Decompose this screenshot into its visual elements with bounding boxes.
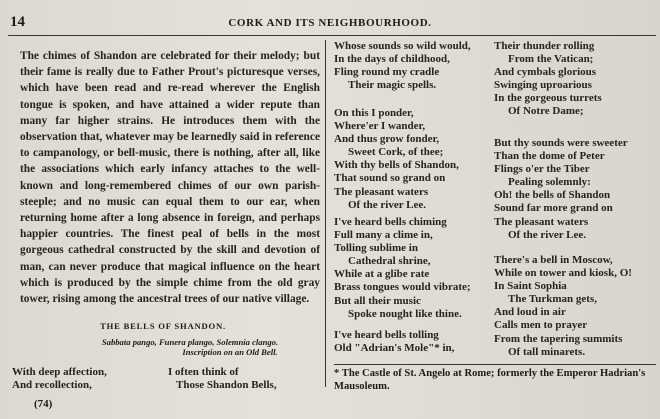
verse-line: Their thunder rolling (494, 40, 595, 52)
verse-line: And loud in air (494, 306, 566, 319)
verse-line: Full many a clime in, (334, 229, 433, 242)
verse-line: Oh! the bells of Shandon (494, 189, 611, 202)
verse-line: Of tall minarets. (508, 345, 586, 358)
stanza (494, 254, 656, 359)
stanza (334, 40, 489, 92)
verse-line: From the tapering summits (494, 332, 623, 345)
verse-line: Swinging uproarious (494, 79, 592, 92)
poem-title: THE BELLS OF SHANDON. (100, 321, 226, 331)
verse-line: That sound so grand on (334, 172, 446, 185)
epigraph-source: Inscription on an Old Bell. (182, 347, 278, 357)
footnote-rule (334, 364, 656, 365)
verse-line: Whose sounds so wild would, (334, 40, 471, 52)
verse-line: Cathedral shrine, (348, 255, 431, 268)
verse-line: Their magic spells. (348, 79, 437, 92)
verse-line: While at a glibe rate (334, 268, 430, 281)
verse-line: The pleasant waters (494, 215, 589, 228)
verse-line: The pleasant waters (334, 185, 429, 198)
verse-line: The Turkman gets, (508, 293, 597, 306)
verse-line: Than the dome of Peter (494, 150, 605, 163)
verse-line: Where'er I wander, (334, 120, 426, 133)
stanza (334, 107, 489, 212)
verse-line: Pealing solemnly: (508, 176, 591, 189)
verse-line: Brass tongues would vibrate; (334, 281, 471, 294)
page-number: 14 (10, 14, 25, 30)
poem-opening-right (168, 366, 318, 392)
verse-line: Of the river Lee. (508, 228, 586, 241)
verse-line: With deep affection, (12, 366, 107, 378)
verse-line: On this I ponder, (334, 107, 414, 119)
poem-epigraph (60, 337, 320, 357)
verse-line: But all their music (334, 294, 421, 307)
verse-line: Tolling sublime in (334, 242, 418, 255)
column-divider (325, 40, 326, 387)
verse-line: And cymbals glorious (494, 66, 597, 79)
header-rule (8, 35, 656, 36)
verse-line: In the days of childhood, (334, 53, 450, 66)
verse-line: Sweet Cork, of thee; (348, 146, 444, 159)
verse-line: From the Vatican; (508, 53, 594, 66)
running-title: CORK AND ITS NEIGHBOURHOOD. (228, 17, 432, 29)
stanza (494, 137, 656, 242)
verse-line: Old "Adrian's Mole"* in, (334, 342, 455, 355)
verse-line: Sound far more grand on (494, 202, 613, 215)
verse-line: In the gorgeous turrets (494, 92, 602, 105)
verse-line: In Saint Sophia (494, 280, 567, 293)
verse-line: And recollection, (12, 379, 92, 392)
stanza (334, 216, 489, 321)
poem-opening-left (12, 366, 162, 392)
stanza (334, 329, 489, 355)
epigraph-latin: Sabbata pango, Funera plango, Solemnia clango. (101, 337, 279, 347)
verse-line: Flings o'er the Tiber (494, 163, 590, 176)
verse-line: Fling round my cradle (334, 66, 440, 79)
verse-line: But thy sounds were sweeter (494, 137, 628, 149)
verse-line: And thus grow fonder, (334, 133, 440, 146)
signature-mark: (74) (34, 398, 53, 410)
verse-line: Calls men to prayer (494, 319, 588, 332)
verse-line: While on tower and kiosk, O! (494, 267, 632, 280)
verse-line: I often think of (168, 366, 239, 378)
verse-line: I've heard bells tolling (334, 329, 439, 341)
verse-line: With thy bells of Shandon, (334, 159, 459, 172)
verse-line: I've heard bells chiming (334, 216, 447, 228)
verse-line: Of the river Lee. (348, 198, 426, 211)
verse-line: Spoke nought like thine. (348, 307, 462, 320)
footnote: * The Castle of St. Angelo at Rome; formerly the Emperor Hadrian's Mausoleum. (334, 368, 646, 392)
stanza (494, 40, 656, 119)
verse-line: Those Shandon Bells, (176, 379, 277, 392)
verse-line: There's a bell in Moscow, (494, 254, 613, 266)
prose-paragraph: The chimes of Shandon are celebrated for their melody; but their fame is really due to Father Prout's picturesque verses, which have been read and re-read wherever the English tongue is spoken, and have attained a wider repute than many far higher strains. He introduces them with the observation that, whatever may be learnedly said in reference to campanology, or bell-music, there is nothing, after all, like the associations which early infancy attaches to the well-known and long-remembered chimes of our own parish-steeple; and no music can equal them to our ear, when returning home after a long absence in foreign, and perhaps happier countries. The finest peal of bells in the most gorgeous cathedral constructed by the skill and devotion of man, can never produce that magical influence on the heart which is produced by the simple chime from the old gray tower, rising among the ancestral trees of our native village. (20, 50, 320, 306)
verse-line: Of Notre Dame; (508, 105, 584, 118)
